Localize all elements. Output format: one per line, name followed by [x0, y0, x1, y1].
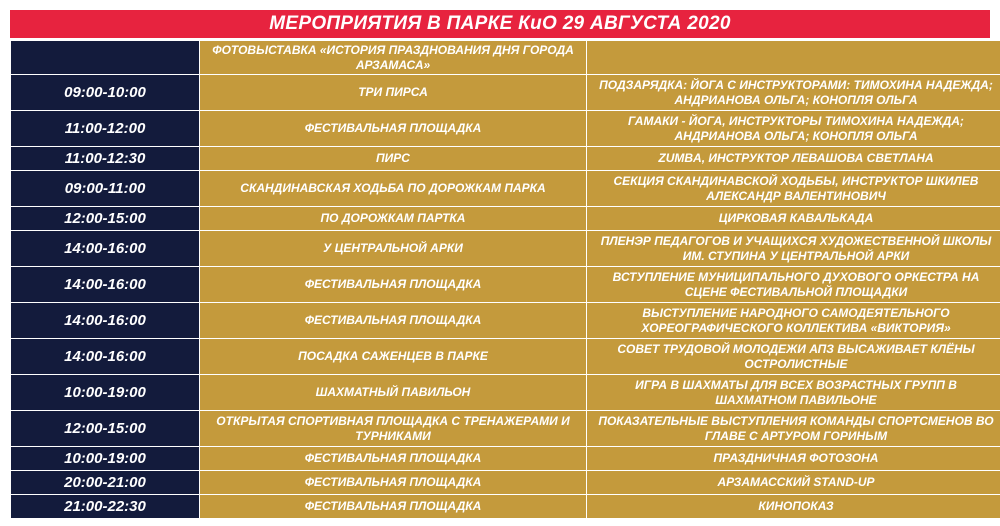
event-cell: ЦИРКОВАЯ КАВАЛЬКАДА — [587, 207, 1000, 231]
time-cell: 11:00-12:00 — [11, 111, 200, 147]
place-cell: ТРИ ПИРСА — [200, 75, 587, 111]
place-cell: ФЕСТИВАЛЬНАЯ ПЛОЩАДКА — [200, 303, 587, 339]
event-cell: ИГРА В ШАХМАТЫ ДЛЯ ВСЕХ ВОЗРАСТНЫХ ГРУПП В ШАХМАТНОМ ПАВИЛЬОНЕ — [587, 375, 1000, 411]
place-cell: СКАНДИНАВСКАЯ ХОДЬБА ПО ДОРОЖКАМ ПАРКА — [200, 171, 587, 207]
event-cell: АРЗАМАССКИЙ STAND-UP — [587, 471, 1000, 495]
table-row — [11, 495, 1000, 519]
table-row — [11, 267, 1000, 303]
place-cell: ПО ДОРОЖКАМ ПАРТКА — [200, 207, 587, 231]
event-cell: ГАМАКИ - ЙОГА, ИНСТРУКТОРЫ ТИМОХИНА НАДЕЖДА; АНДРИАНОВА ОЛЬГА; КОНОПЛЯ ОЛЬГА — [587, 111, 1000, 147]
table-row — [11, 303, 1000, 339]
place-cell: ФЕСТИВАЛЬНАЯ ПЛОЩАДКА — [200, 471, 587, 495]
time-cell: 20:00-21:00 — [11, 471, 200, 495]
place-cell: ФОТОВЫСТАВКА «ИСТОРИЯ ПРАЗДНОВАНИЯ ДНЯ ГОРОДА АРЗАМАСА» — [200, 41, 587, 75]
time-cell: 14:00-16:00 — [11, 339, 200, 375]
event-cell: ПЛЕНЭР ПЕДАГОГОВ И УЧАЩИХСЯ ХУДОЖЕСТВЕННОЙ ШКОЛЫ ИМ. СТУПИНА У ЦЕНТРАЛЬНОЙ АРКИ — [587, 231, 1000, 267]
time-cell: 11:00-12:30 — [11, 147, 200, 171]
event-cell: СОВЕТ ТРУДОВОЙ МОЛОДЕЖИ АПЗ ВЫСАЖИВАЕТ КЛЁНЫ ОСТРОЛИСТНЫЕ — [587, 339, 1000, 375]
event-cell: КИНОПОКАЗ — [587, 495, 1000, 519]
time-cell: 14:00-16:00 — [11, 231, 200, 267]
table-row — [11, 207, 1000, 231]
event-cell: ВСТУПЛЕНИЕ МУНИЦИПАЛЬНОГО ДУХОВОГО ОРКЕСТРА НА СЦЕНЕ ФЕСТИВАЛЬНОЙ ПЛОЩАДКИ — [587, 267, 1000, 303]
time-cell: 09:00-10:00 — [11, 75, 200, 111]
place-cell: У ЦЕНТРАЛЬНОЙ АРКИ — [200, 231, 587, 267]
event-cell: ПРАЗДНИЧНАЯ ФОТОЗОНА — [587, 447, 1000, 471]
table-row — [11, 447, 1000, 471]
event-cell: ZUMBA, ИНСТРУКТОР ЛЕВАШОВА СВЕТЛАНА — [587, 147, 1000, 171]
time-cell: 09:00-11:00 — [11, 171, 200, 207]
event-cell: ПОКАЗАТЕЛЬНЫЕ ВЫСТУПЛЕНИЯ КОМАНДЫ СПОРТСМЕНОВ ВО ГЛАВЕ С АРТУРОМ ГОРИНЫМ — [587, 411, 1000, 447]
table-row — [11, 471, 1000, 495]
table-row — [11, 147, 1000, 171]
time-cell — [11, 41, 200, 75]
table-row — [11, 339, 1000, 375]
event-cell: ПОДЗАРЯДКА: ЙОГА С ИНСТРУКТОРАМИ: ТИМОХИНА НАДЕЖДА; АНДРИАНОВА ОЛЬГА; КОНОПЛЯ ОЛЬГА — [587, 75, 1000, 111]
event-cell — [587, 41, 1000, 75]
table-row — [11, 75, 1000, 111]
place-cell: ФЕСТИВАЛЬНАЯ ПЛОЩАДКА — [200, 267, 587, 303]
table-row — [11, 375, 1000, 411]
table-row — [11, 111, 1000, 147]
place-cell: ФЕСТИВАЛЬНАЯ ПЛОЩАДКА — [200, 495, 587, 519]
event-cell: ВЫСТУПЛЕНИЕ НАРОДНОГО САМОДЕЯТЕЛЬНОГО ХОРЕОГРАФИЧЕСКОГО КОЛЛЕКТИВА «ВИКТОРИЯ» — [587, 303, 1000, 339]
place-cell: ПОСАДКА САЖЕНЦЕВ В ПАРКЕ — [200, 339, 587, 375]
table-row — [11, 171, 1000, 207]
schedule-table — [10, 40, 1000, 519]
place-cell: ШАХМАТНЫЙ ПАВИЛЬОН — [200, 375, 587, 411]
time-cell: 21:00-22:30 — [11, 495, 200, 519]
place-cell: ОТКРЫТАЯ СПОРТИВНАЯ ПЛОЩАДКА С ТРЕНАЖЕРАМИ И ТУРНИКАМИ — [200, 411, 587, 447]
table-row — [11, 411, 1000, 447]
time-cell: 10:00-19:00 — [11, 375, 200, 411]
table-row — [11, 231, 1000, 267]
time-cell: 12:00-15:00 — [11, 207, 200, 231]
time-cell: 14:00-16:00 — [11, 303, 200, 339]
time-cell: 14:00-16:00 — [11, 267, 200, 303]
time-cell: 10:00-19:00 — [11, 447, 200, 471]
page-title: МЕРОПРИЯТИЯ В ПАРКЕ КиО 29 АВГУСТА 2020 — [10, 10, 990, 38]
time-cell: 12:00-15:00 — [11, 411, 200, 447]
place-cell: ПИРС — [200, 147, 587, 171]
event-cell: СЕКЦИЯ СКАНДИНАВСКОЙ ХОДЬБЫ, ИНСТРУКТОР ШКИЛЕВ АЛЕКСАНДР ВАЛЕНТИНОВИЧ — [587, 171, 1000, 207]
place-cell: ФЕСТИВАЛЬНАЯ ПЛОЩАДКА — [200, 447, 587, 471]
place-cell: ФЕСТИВАЛЬНАЯ ПЛОЩАДКА — [200, 111, 587, 147]
schedule-body — [11, 41, 1000, 519]
table-row — [11, 41, 1000, 75]
